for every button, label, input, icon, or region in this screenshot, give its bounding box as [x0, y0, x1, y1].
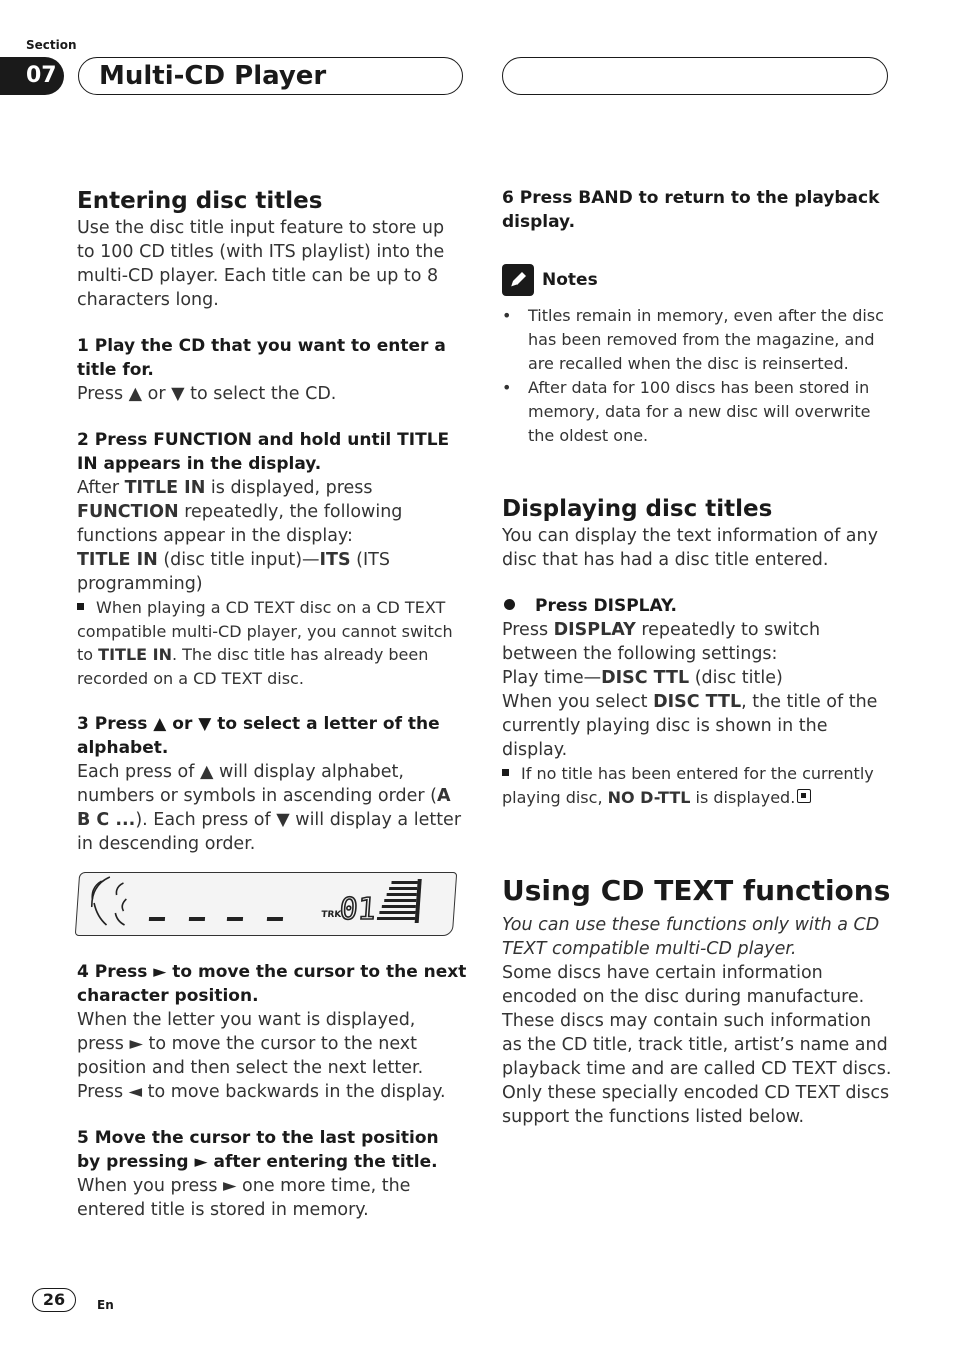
step-6-title: 6 Press BAND to return to the playback display.	[502, 188, 880, 232]
note-square-icon	[77, 603, 84, 610]
lcd-display-illustration	[75, 872, 457, 936]
notes-list	[502, 304, 892, 448]
list-item: • Titles remain in memory, even after the disc has been removed from the magazine, and are recalled when the disc is reinserted.	[502, 304, 892, 376]
step-5-body: When you press ► one more time, the entered title is stored in memory.	[77, 1176, 411, 1220]
displaying-titles-intro: You can display the text information of any disc that has had a disc title entered.	[502, 526, 878, 570]
page-number: 26	[32, 1288, 76, 1312]
chapter-title: Multi-CD Player	[99, 61, 327, 91]
step-2-body: After TITLE IN is displayed, press FUNCTION repeatedly, the following functions appear in the display:	[77, 478, 403, 546]
language-label: En	[97, 1298, 114, 1312]
section-number-badge: 07	[0, 57, 64, 95]
note-square-icon	[502, 769, 509, 776]
step-2-note: When playing a CD TEXT disc on a CD TEXT compatible multi-CD player, you cannot switch to TITLE IN. The disc title has already been recorded on a CD TEXT disc.	[77, 598, 453, 688]
cd-text-heading: Using CD TEXT functions	[502, 874, 891, 907]
step-2-title: 2 Press FUNCTION and hold until TITLE IN appears in the display.	[77, 430, 450, 474]
left-column	[77, 186, 467, 1222]
lcd-track-label: TRK	[320, 910, 342, 920]
pencil-icon	[502, 264, 534, 296]
step-3-body: Each press of ▲ will display alphabet, numbers or symbols in ascending order (A B C ...). Each press of ▼ will display a letter in descending order.	[77, 762, 462, 854]
entering-titles-intro: Use the disc title input feature to store up to 100 CD titles (with ITS playlist) into the multi-CD player. Each title can be up to 8 characters long.	[77, 218, 445, 310]
cd-text-body: Some discs have certain information encoded on the disc during manufacture. These discs may contain such information as the CD title, track title, artist’s name and playback time and are called CD TEXT discs. Only these specially encoded CD TEXT discs support the functions listed below.	[502, 963, 892, 1127]
header-empty-box	[502, 57, 888, 95]
step-2-functions: TITLE IN (disc title input)—ITS (ITS programming)	[77, 550, 390, 594]
step-1-title: 1 Play the CD that you want to enter a title for.	[77, 336, 446, 380]
right-column	[502, 186, 892, 1129]
bullet-dot-icon	[504, 599, 515, 610]
display-note: If no title has been entered for the currently playing disc, NO D-TTL is displayed.	[502, 764, 874, 807]
entering-titles-heading: Entering disc titles	[77, 188, 323, 214]
display-body: Press DISPLAY repeatedly to switch between the following settings:	[502, 620, 821, 664]
end-mark-icon	[797, 789, 811, 803]
display-select-text: When you select DISC TTL, the title of the currently playing disc is shown in the display.	[502, 692, 878, 760]
cd-text-lead: You can use these functions only with a CD TEXT compatible multi-CD player.	[502, 915, 880, 959]
section-label: Section	[26, 38, 77, 52]
step-5-title: 5 Move the cursor to the last position by pressing ► after entering the title.	[77, 1128, 439, 1172]
step-1-body: Press ▲ or ▼ to select the CD.	[77, 384, 337, 404]
displaying-titles-heading: Displaying disc titles	[502, 496, 773, 522]
list-item: • After data for 100 discs has been stored in memory, data for a new disc will overwrite the oldest one.	[502, 376, 892, 448]
display-settings: Play time—DISC TTL (disc title)	[502, 668, 783, 688]
step-4-body: When the letter you want is displayed, press ► to move the cursor to the next position and then select the next letter. Press ◄ to move backwards in the display.	[77, 1010, 446, 1102]
chapter-title-box	[78, 57, 463, 95]
notes-header	[502, 264, 892, 296]
notes-label: Notes	[542, 270, 598, 290]
step-4-title: 4 Press ► to move the cursor to the next character position.	[77, 962, 467, 1006]
step-3-title: 3 Press ▲ or ▼ to select a letter of the alphabet.	[77, 714, 440, 758]
display-step: Press DISPLAY.	[502, 594, 892, 618]
lcd-track-number: 01	[338, 892, 377, 927]
